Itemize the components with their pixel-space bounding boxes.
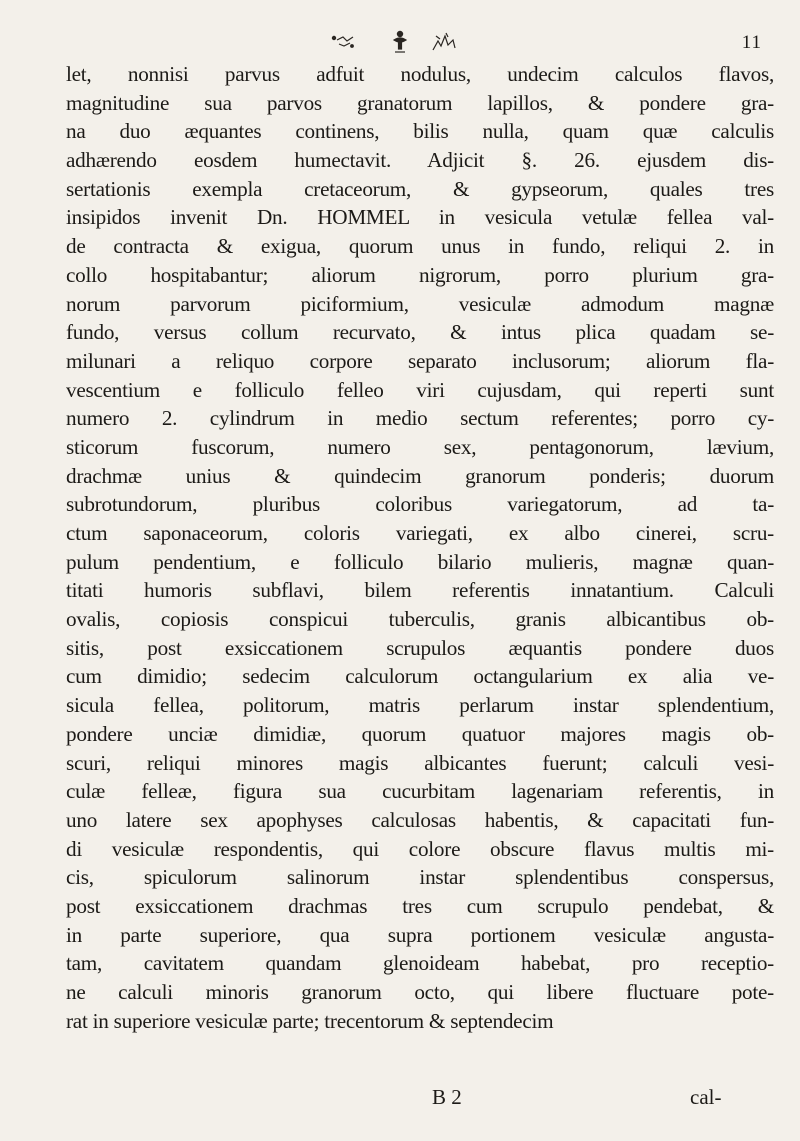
text-line: collo hospitabantur; aliorum nigrorum, porro plurium gra- (66, 262, 774, 287)
page-footer (0, 1085, 800, 1115)
text-line: rat in superiore vesiculæ parte; trecentorum & septendecim (66, 1008, 554, 1033)
text-line: sticorum fuscorum, numero sex, pentagonorum, lævium, (66, 434, 774, 459)
text-line: pondere unciæ dimidiæ, quorum quatuor majores magis ob- (66, 721, 774, 746)
text-line: scuri, reliqui minores magis albicantes fuerunt; calculi vesi- (66, 750, 774, 775)
text-line: magnitudine sua parvos granatorum lapillos, & pondere gra- (66, 90, 774, 115)
text-line: numero 2. cylindrum in medio sectum referentes; porro cy- (66, 406, 774, 431)
text-line: uno latere sex apophyses calculosas habentis, & capacitati fun- (66, 807, 774, 832)
text-line: vescentium e folliculo felleo viri cujusdam, qui reperti sunt (66, 377, 774, 402)
page-header (0, 28, 800, 64)
text-line: tam, cavitatem quandam glenoideam habebat, pro receptio- (66, 951, 774, 976)
text-line: fundo, versus collum recurvato, & intus plica quadam se- (66, 320, 774, 345)
text-line: na duo æquantes continens, bilis nulla, quam quæ calculis (66, 119, 774, 144)
text-line: in parte superiore, qua supra portionem vesiculæ angusta- (66, 922, 774, 947)
text-line: pulum pendentium, e folliculo bilario mulieris, magnæ quan- (66, 549, 774, 574)
text-line: ovalis, copiosis conspicui tuberculis, granis albicantibus ob- (66, 607, 774, 632)
text-line: culæ felleæ, figura sua cucurbitam lagenariam referentis, in (66, 779, 774, 804)
text-line: norum parvorum piciformium, vesiculæ admodum magnæ (66, 291, 774, 316)
printer-ornament-icon (325, 28, 475, 58)
text-line: adhærendo eosdem humectavit. Adjicit §. 26. ejusdem dis- (66, 148, 774, 173)
page-number: 11 (741, 32, 762, 53)
text-line: cum dimidio; sedecim calculorum octangularium ex alia ve- (66, 664, 774, 689)
text-line: post exsiccationem drachmas tres cum scrupulo pendebat, & (66, 893, 774, 918)
text-line: di vesiculæ respondentis, qui colore obscure flavus multis mi- (66, 836, 774, 861)
text-line: de contracta & exigua, quorum unus in fundo, reliqui 2. in (66, 234, 774, 259)
body-text (66, 60, 774, 1035)
text-line: insipidos invenit Dn. HOMMEL in vesicula vetulæ fellea val- (66, 205, 774, 230)
text-line: sertationis exempla cretaceorum, & gypseorum, quales tres (66, 176, 774, 201)
text-line: subrotundorum, pluribus coloribus variegatorum, ad ta- (66, 492, 774, 517)
text-line: let, nonnisi parvus adfuit nodulus, undecim calculos flavos, (66, 62, 774, 86)
text-line: sitis, post exsiccationem scrupulos æquantis pondere duos (66, 635, 774, 660)
signature-mark: B 2 (432, 1085, 462, 1109)
text-line: ne calculi minoris granorum octo, qui libere fluctuare pote- (66, 980, 774, 1004)
text-line: cis, spiculorum salinorum instar splendentibus conspersus, (66, 865, 774, 890)
text-line: drachmæ unius & quindecim granorum ponderis; duorum (66, 463, 774, 488)
text-line: sicula fellea, politorum, matris perlarum instar splendentium, (66, 693, 774, 718)
text-line: milunari a reliquo corpore separato inclusorum; aliorum fla- (66, 348, 774, 373)
text-line: titati humoris subflavi, bilem referentis innatantium. Calculi (66, 578, 774, 603)
text-line: ctum saponaceorum, coloris variegati, ex albo cinerei, scru- (66, 521, 774, 545)
catchword: cal- (690, 1085, 722, 1109)
